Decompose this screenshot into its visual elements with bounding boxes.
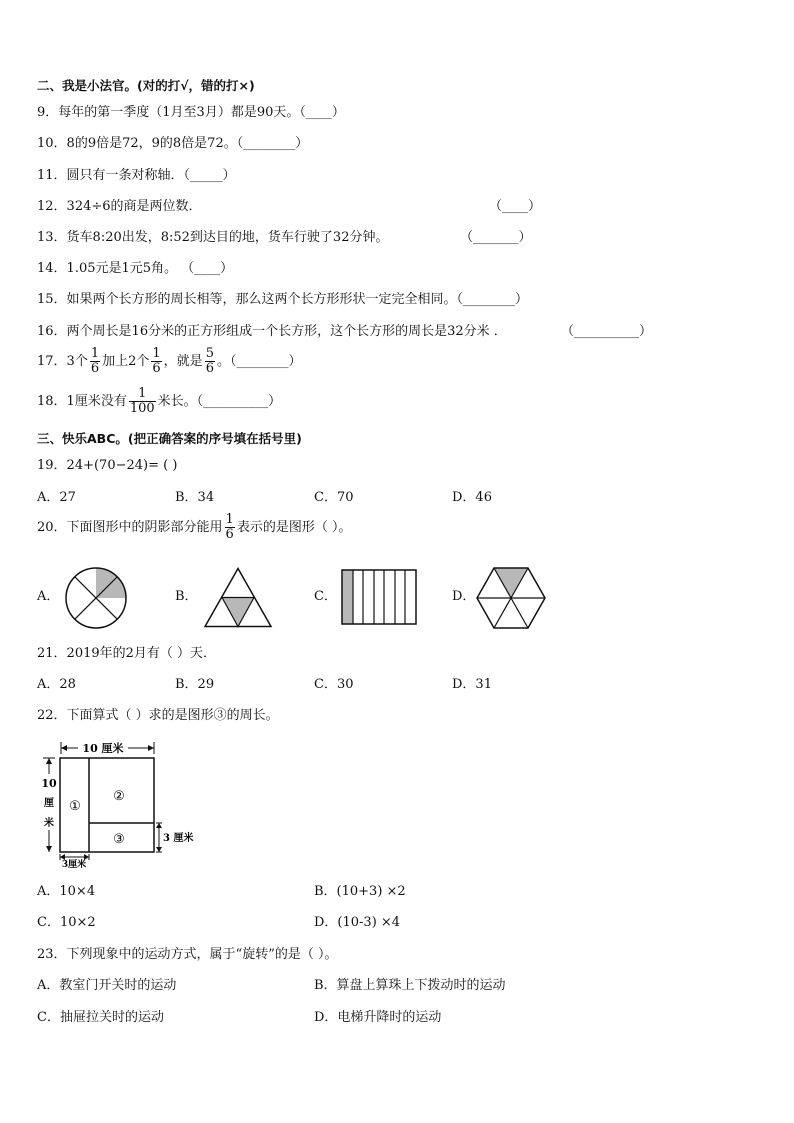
question-10: 10．8的9倍是72，9的8倍是72。（________） — [37, 136, 309, 151]
q17-text-a: 17．3个 — [37, 354, 88, 369]
q22-region-2: ② — [113, 789, 125, 804]
question-17 — [37, 347, 301, 376]
q20-figure-c-rectangle — [340, 568, 418, 626]
q23-option-c[interactable]: C．抽屉拉关时的运动 — [37, 1010, 164, 1025]
q22-label-left-unit-a: 厘 — [44, 798, 54, 809]
q19-option-c[interactable]: C．70 — [314, 490, 354, 505]
q20-figure-b-triangle — [203, 567, 273, 629]
q18-text-a: 18．1厘米没有 — [37, 394, 127, 409]
question-14: 14．1.05元是1元5角。 （____） — [37, 261, 234, 276]
q23-option-b[interactable]: B．算盘上算珠上下拨动时的运动 — [314, 978, 506, 993]
q17-fraction-2: $\frac{1}{6}$ — [152, 346, 161, 376]
q22-option-d[interactable]: D．(10-3) ×4 — [314, 915, 401, 930]
question-13-blank[interactable]: （_______） — [460, 230, 532, 245]
question-23: 23．下列现象中的运动方式，属于“旋转”的是（ ）。 — [37, 947, 338, 962]
section-3-heading: 三、快乐ABC。(把正确答案的序号填在括号里) — [37, 431, 302, 446]
question-20 — [37, 513, 351, 542]
question-16-blank[interactable]: （__________） — [561, 324, 653, 339]
question-19: 19．24+(70−24)= ( ) — [37, 458, 178, 473]
q22-label-bottom: 3厘米 — [61, 860, 87, 868]
q21-option-c[interactable]: C．30 — [314, 677, 354, 692]
q20-option-a[interactable]: A． — [37, 589, 60, 604]
section-2-heading: 二、我是小法官。(对的打√，错的打×) — [37, 78, 255, 93]
q18-text-b: 米长。（__________） — [157, 394, 282, 409]
question-11: 11．圆只有一条对称轴．（_____） — [37, 168, 236, 183]
q22-figure — [38, 738, 198, 868]
q17-fraction-1: $\frac{1}{6}$ — [90, 346, 100, 376]
q19-option-b[interactable]: B．34 — [175, 490, 215, 505]
q21-option-b[interactable]: B．29 — [175, 677, 215, 692]
question-9: 9．每年的第一季度（1月至3月）都是90天。（____） — [37, 105, 345, 120]
q23-option-d[interactable]: D．电梯升降时的运动 — [314, 1010, 442, 1025]
q23-option-a[interactable]: A．教室门开关时的运动 — [37, 978, 177, 993]
q21-option-a[interactable]: A．28 — [37, 677, 76, 692]
q17-fraction-3: $\frac{5}{6}$ — [205, 346, 214, 376]
q22-option-c[interactable]: C．10×2 — [37, 915, 96, 930]
question-21: 21．2019年的2月有（ ）天． — [37, 646, 217, 661]
q20-option-b[interactable]: B． — [175, 589, 198, 604]
q22-label-top: 10 厘米 — [82, 742, 124, 755]
q17-text-b: 加上2个 — [102, 354, 150, 369]
q20-option-c[interactable]: C． — [314, 589, 337, 604]
question-12: 12．324÷6的商是两位数． — [37, 199, 202, 214]
q18-fraction: $\frac{1}{100}$ — [129, 386, 155, 416]
q21-option-d[interactable]: D．31 — [452, 677, 492, 692]
question-12-blank[interactable]: （____） — [489, 199, 542, 214]
question-18 — [37, 387, 281, 416]
q22-region-3: ③ — [113, 832, 125, 847]
q20-figure-a-circle — [64, 566, 128, 630]
q22-option-b[interactable]: B．(10+3) ×2 — [314, 884, 406, 899]
q19-option-a[interactable]: A．27 — [37, 490, 76, 505]
q20-figure-d-hexagon — [475, 566, 547, 630]
q17-text-c: ，就是 — [163, 354, 203, 369]
q20-fraction: $\frac{1}{6}$ — [225, 512, 234, 542]
q22-label-left-number: 10 — [41, 777, 57, 790]
q19-option-d[interactable]: D．46 — [452, 490, 492, 505]
q20-text-a: 20．下面图形中的阴影部分能用 — [37, 520, 223, 535]
q17-text-d: 。（________） — [216, 354, 302, 369]
question-22: 22．下面算式（ ）求的是图形③的周长。 — [37, 708, 279, 723]
question-16: 16．两个周长是16分米的正方形组成一个长方形，这个长方形的周长是32分米 ． — [37, 324, 507, 339]
q20-option-d[interactable]: D． — [452, 589, 476, 604]
question-13: 13．货车8:20出发，8:52到达目的地，货车行驶了32分钟。 — [37, 230, 389, 245]
q22-label-right: 3 厘米 — [163, 833, 194, 844]
q22-option-a[interactable]: A．10×4 — [37, 884, 96, 899]
question-15: 15．如果两个长方形的周长相等，那么这两个长方形形状一定完全相同。（________） — [37, 292, 529, 307]
q22-region-1: ① — [69, 799, 81, 814]
q22-label-left-unit-b: 米 — [44, 818, 54, 829]
q20-text-b: 表示的是图形（ ）。 — [236, 520, 352, 535]
